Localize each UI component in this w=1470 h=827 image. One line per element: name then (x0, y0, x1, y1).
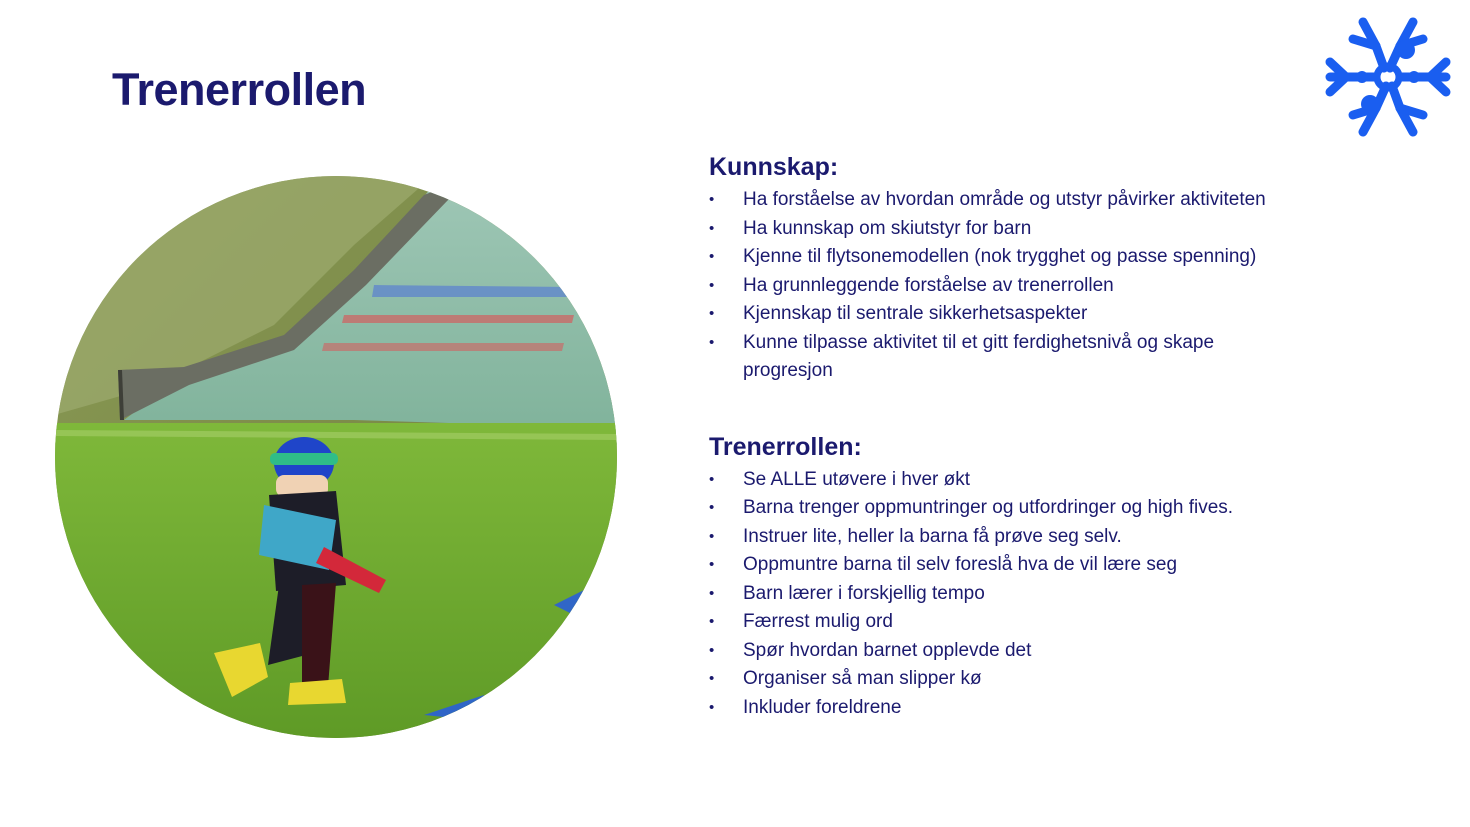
list-item: • Barn lærer i forskjellig tempo (709, 580, 1429, 609)
bullet-icon: • (709, 584, 715, 602)
bullet-icon: • (709, 305, 715, 322)
list-item: • Ha grunnleggende forståelse av trenerrollen (709, 272, 1429, 301)
bullet-icon: • (709, 191, 715, 208)
snowflake-icon (1318, 10, 1458, 144)
bullet-icon: • (709, 333, 715, 351)
bullet-icon: • (709, 641, 715, 659)
list-item: • Spør hvordan barnet opplevde det (709, 637, 1429, 666)
bullet-icon: • (709, 499, 715, 516)
child-ski-jump-photo (54, 175, 618, 739)
list-item: • Kunne tilpasse aktivitet til et gitt ferdighetsnivå og skape progresjon (709, 329, 1303, 386)
list-item: • Ha kunnskap om skiutstyr for barn (709, 215, 1429, 244)
bullet-icon: • (709, 276, 715, 294)
section-heading: Trenerrollen: (709, 432, 862, 461)
list-item: • Kjennskap til sentrale sikkerhetsaspekter (709, 300, 1429, 329)
bullet-icon: • (709, 556, 715, 573)
list-item: • Færrest mulig ord (709, 608, 1429, 637)
section-kunnskap (709, 150, 1429, 386)
bullet-icon: • (709, 248, 715, 265)
bullet-icon: • (709, 670, 715, 687)
bullet-icon: • (709, 613, 715, 630)
list-item: • Kjenne til flytsonemodellen (nok trygghet og passe spenning) (709, 243, 1429, 272)
section-heading: Kunnskap: (709, 153, 839, 181)
list-item: • Instruer lite, heller la barna få prøve seg selv. (709, 523, 1429, 552)
bullet-icon: • (709, 470, 715, 488)
bullet-list (709, 466, 1429, 723)
bullet-icon: • (709, 527, 715, 545)
bullet-icon: • (709, 219, 715, 237)
list-item: • Barna trenger oppmuntringer og utfordringer og high fives. (709, 494, 1429, 523)
list-item: • Oppmuntre barna til selv foreslå hva de vil lære seg (709, 551, 1429, 580)
list-item: • Inkluder foreldrene (709, 694, 1429, 723)
list-item: • Organiser så man slipper kø (709, 665, 1429, 694)
section-trenerrollen (709, 430, 1429, 723)
bullet-icon: • (709, 698, 715, 716)
list-item: • Se ALLE utøvere i hver økt (709, 466, 1429, 495)
list-item: • Ha forståelse av hvordan område og utstyr påvirker aktiviteten (709, 186, 1429, 215)
bullet-list (709, 186, 1429, 386)
page-title: Trenerrollen (112, 64, 367, 115)
content-area (709, 150, 1429, 722)
